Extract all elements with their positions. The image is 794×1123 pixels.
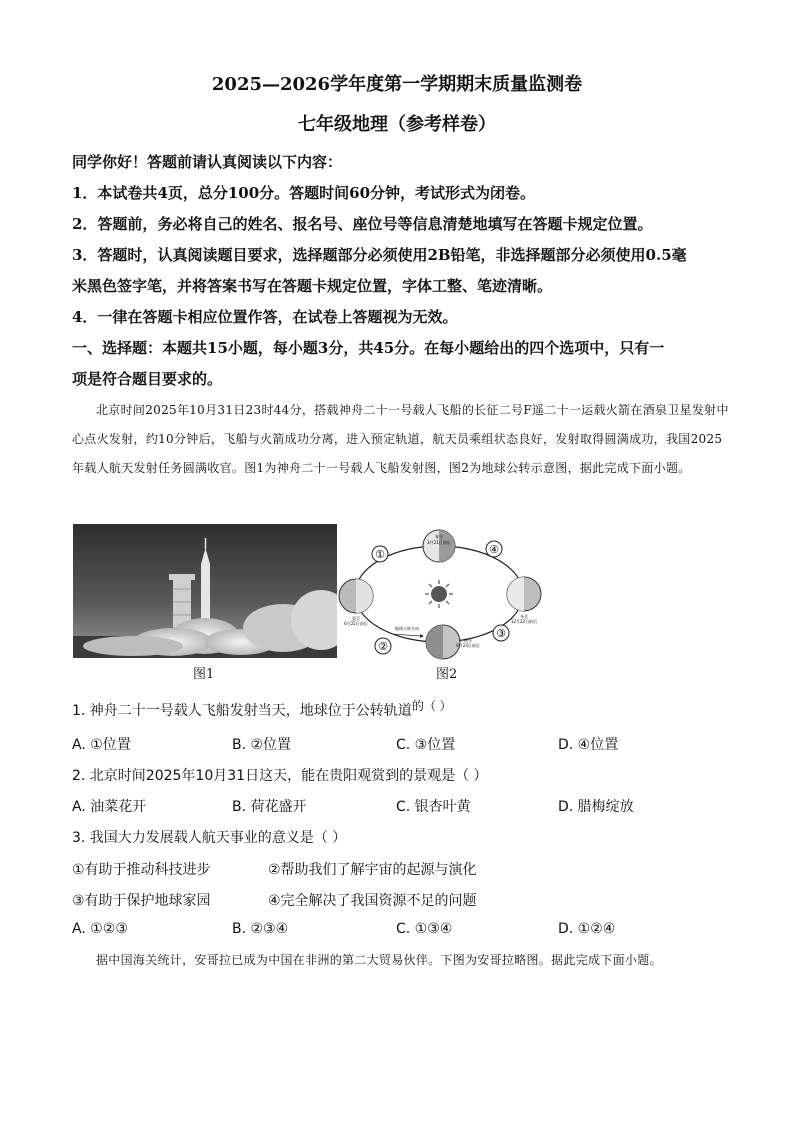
earth-autumn	[426, 625, 460, 659]
question-3-statement-2: ②帮助我们了解宇宙的起源与演化	[268, 862, 477, 878]
notice-item-1: 1．本试卷共4页，总分100分。答题时间60分钟，考试形式为闭卷。	[72, 184, 536, 202]
question-1-stem: 1. 神舟二十一号载人飞船发射当天，地球位于公转轨道的（ ）	[72, 699, 452, 719]
question-1-option-a: A. ①位置	[72, 737, 131, 753]
question-2-option-d: D. 腊梅绽放	[558, 799, 634, 815]
question-3-option-d: D. ①②④	[558, 921, 616, 937]
question-3-option-a: A. ①②③	[72, 921, 128, 937]
earth-winter	[507, 577, 541, 611]
position-3-label: ③	[496, 627, 506, 640]
question-2-stem: 2. 北京时间2025年10月31日这天，能在贵阳观赏到的景观是（ ）	[72, 768, 488, 784]
question-2-option-c: C. 银杏叶黄	[396, 799, 471, 815]
question-3-statement-1: ①有助于推动科技进步	[72, 862, 211, 878]
section-heading-line1: 一、选择题：本题共15小题，每小题3分，共45分。在每小题给出的四个选项中，只有一	[72, 339, 665, 357]
question-3-option-c: C. ①③④	[396, 921, 453, 937]
exam-title: 2025—2026学年度第一学期期末质量监测卷	[211, 74, 583, 95]
spring-date: 3月21日前后	[427, 540, 451, 545]
question-3-statement-4: ④完全解决了我国资源不足的问题	[268, 893, 477, 909]
autumn-label: 秋分	[464, 638, 472, 643]
notice-greeting: 同学你好！答题前请认真阅读以下内容：	[72, 153, 343, 171]
notice-item-3: 3．答题时，认真阅读题目要求，选择题部分必须使用2B铅笔，非选择题部分必须使用0.5毫	[72, 246, 687, 264]
sun-icon	[425, 580, 453, 608]
summer-date: 6月22日前后	[344, 621, 368, 626]
question-2-option-a: A. 油菜花开	[72, 799, 147, 815]
question-2-option-b: B. 荷花盛开	[232, 799, 307, 815]
autumn-date: 9月23日前后	[456, 643, 480, 648]
earth-summer	[339, 579, 373, 613]
figure-1-caption: 图1	[193, 667, 215, 682]
figure-2-caption: 图2	[436, 667, 458, 682]
question-3-option-b: B. ②③④	[232, 921, 289, 937]
section-heading-line2: 项是符合题目要求的。	[72, 370, 223, 388]
question-1-option-b: B. ②位置	[232, 737, 292, 753]
winter-date: 12月22日前后	[510, 619, 538, 624]
exam-subtitle: 七年级地理（参考样卷）	[298, 114, 496, 135]
passage-1: 北京时间2025年10月31日23时44分，搭载神舟二十一号载人飞船的长征二号F遥二十一运载火箭在酒泉卫星发射中心点火发射，约10分钟后，飞船与火箭成功分离，进入预定轨道，航天员乘组状态良好，发射取得圆满成功，我国2025年载人航天发射任务圆满收官。图1为神舟二十一号载人飞船发射图，图2为地球公转示意图，据此完成下面小题。	[72, 403, 729, 475]
revolution-direction-label: 地球公转方向	[395, 626, 419, 631]
earth-revolution-diagram	[338, 524, 560, 660]
passage-2: 据中国海关统计，安哥拉已成为中国在非洲的第二大贸易伙伴。下图为安哥拉略图。据此完成下面小题。	[96, 953, 662, 967]
question-3-stem: 3. 我国大力发展载人航天事业的意义是（ ）	[72, 830, 347, 846]
notice-item-4: 4．一律在答题卡相应位置作答，在试卷上答题视为无效。	[72, 308, 458, 326]
question-1-option-d: D. ④位置	[558, 737, 619, 753]
notice-item-3-cont: 米黑色签字笔，并将答案书写在答题卡规定位置，字体工整、笔迹清晰。	[72, 277, 553, 295]
winter-label: 冬至	[520, 614, 528, 619]
position-2-label: ②	[378, 640, 388, 653]
question-1-option-c: C. ③位置	[396, 737, 456, 753]
question-3-statement-3: ③有助于保护地球家园	[72, 893, 211, 909]
spring-label: 春分	[435, 534, 443, 539]
rocket-launch-photo	[73, 524, 337, 658]
summer-label: 夏至	[352, 616, 360, 621]
position-1-label: ①	[375, 548, 385, 561]
position-4-label: ④	[489, 543, 499, 556]
notice-item-2: 2．答题前，务必将自己的姓名、报名号、座位号等信息清楚地填写在答题卡规定位置。	[72, 215, 653, 233]
